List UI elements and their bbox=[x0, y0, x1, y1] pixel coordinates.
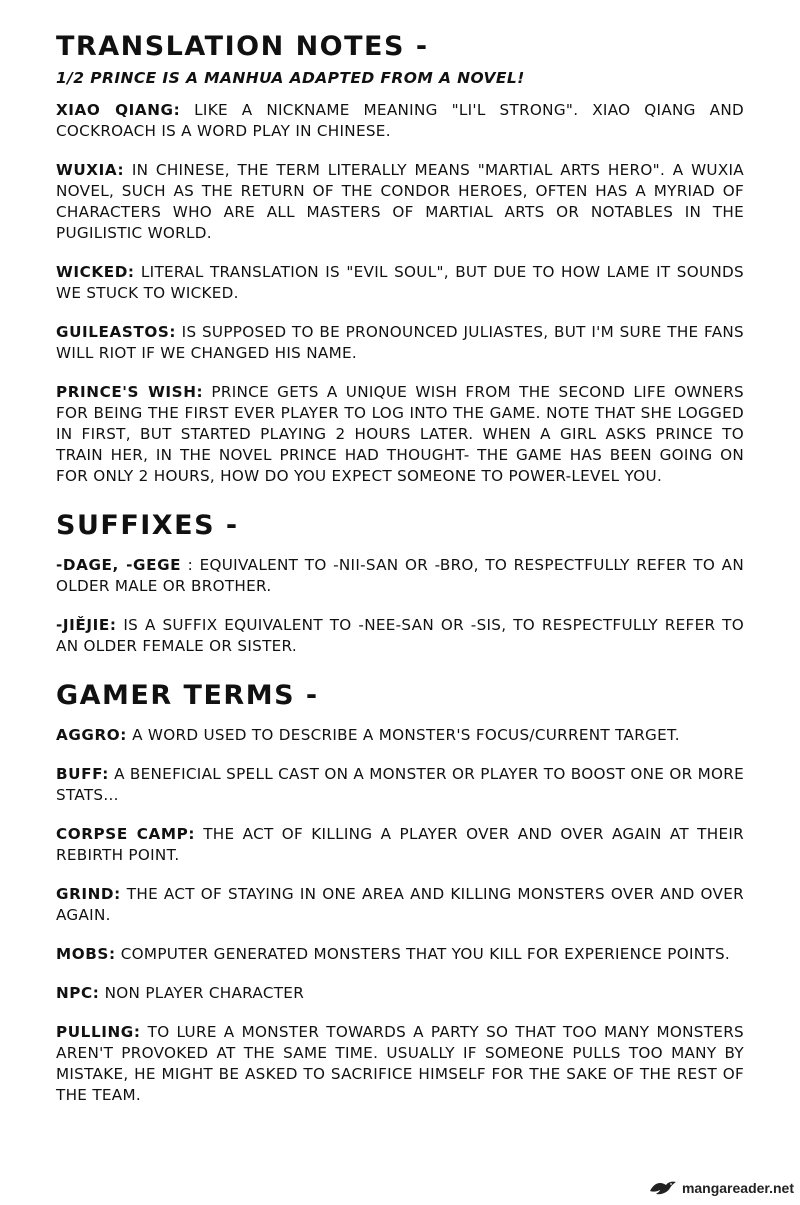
note-entry bbox=[56, 382, 744, 487]
gamer-term: BUFF: bbox=[56, 765, 109, 783]
gamer-term-definition: A WORD USED TO DESCRIBE A MONSTER'S FOCUS/CURRENT TARGET. bbox=[132, 726, 680, 744]
note-entry bbox=[56, 262, 744, 304]
suffix-term: -JIĚJIE: bbox=[56, 616, 117, 634]
suffixes-heading: SUFFIXES - bbox=[56, 510, 239, 541]
note-entry bbox=[56, 100, 744, 142]
gamer-term-entry bbox=[56, 1022, 744, 1106]
gamer-term-definition: THE ACT OF STAYING IN ONE AREA AND KILLING MONSTERS OVER AND OVER AGAIN. bbox=[56, 885, 744, 924]
note-term: GUILEASTOS: bbox=[56, 323, 177, 341]
note-term: WUXIA: bbox=[56, 161, 125, 179]
note-term: PRINCE'S WISH: bbox=[56, 383, 204, 401]
page-subtitle: 1/2 PRINCE IS A MANHUA ADAPTED FROM A NOVEL! bbox=[56, 69, 525, 87]
gamer-terms-heading: GAMER TERMS - bbox=[56, 680, 319, 711]
note-definition: LIKE A NICKNAME MEANING "LI'L STRONG". XIAO QIANG AND COCKROACH IS A WORD PLAY IN CHINESE. bbox=[56, 101, 744, 140]
gamer-term: PULLING: bbox=[56, 1023, 141, 1041]
gamer-term-entry bbox=[56, 764, 744, 806]
gamer-term-definition: A BENEFICIAL SPELL CAST ON A MONSTER OR PLAYER TO BOOST ONE OR MORE STATS... bbox=[56, 765, 744, 804]
gamer-term-definition: NON PLAYER CHARACTER bbox=[104, 984, 305, 1002]
gamer-term-definition: TO LURE A MONSTER TOWARDS A PARTY SO THAT TOO MANY MONSTERS AREN'T PROVOKED AT THE SAME TIME. USUALLY IF SOMEONE PULLS TOO MANY BY MISTAKE, HE MIGHT BE ASKED TO SACRIFICE HIMSELF FOR THE SAKE OF THE REST OF THE TEAM. bbox=[56, 1023, 744, 1104]
suffix-term: -DAGE, -GEGE bbox=[56, 556, 182, 574]
suffix-entry bbox=[56, 555, 744, 597]
note-term: WICKED: bbox=[56, 263, 135, 281]
translation-notes-list bbox=[56, 100, 744, 487]
suffix-definition: IS A SUFFIX EQUIVALENT TO -NEE-SAN OR -SIS, TO RESPECTFULLY REFER TO AN OLDER FEMALE OR SISTER. bbox=[56, 616, 744, 655]
watermark-link[interactable] bbox=[648, 1179, 794, 1197]
suffixes-list bbox=[56, 555, 744, 657]
note-definition: IS SUPPOSED TO BE PRONOUNCED JULIASTES, BUT I'M SURE THE FANS WILL RIOT IF WE CHANGED HIS NAME. bbox=[56, 323, 744, 362]
suffix-definition: : EQUIVALENT TO -NII-SAN OR -BRO, TO RESPECTFULLY REFER TO AN OLDER MALE OR BROTHER. bbox=[56, 556, 744, 595]
gamer-term: CORPSE CAMP: bbox=[56, 825, 195, 843]
gamer-term-definition: COMPUTER GENERATED MONSTERS THAT YOU KILL FOR EXPERIENCE POINTS. bbox=[120, 945, 731, 963]
note-entry bbox=[56, 322, 744, 364]
gamer-term-entry bbox=[56, 725, 744, 746]
gamer-term: NPC: bbox=[56, 984, 100, 1002]
gamer-terms-list bbox=[56, 725, 744, 1106]
note-definition: PRINCE GETS A UNIQUE WISH FROM THE SECOND LIFE OWNERS FOR BEING THE FIRST EVER PLAYER TO LOG INTO THE GAME. NOTE THAT SHE LOGGED IN FIRST, BUT STARTED PLAYING 2 HOURS LATER. WHEN A GIRL ASKS PRINCE TO TRAIN HER, IN THE NOVEL PRINCE HAD THOUGHT- THE GAME HAS BEEN GOING ON FOR ONLY 2 HOURS, HOW DO YOU EXPECT SOMEONE TO POWER-LEVEL YOU. bbox=[56, 383, 744, 485]
gamer-term-definition: THE ACT OF KILLING A PLAYER OVER AND OVER AGAIN AT THEIR REBIRTH POINT. bbox=[56, 825, 744, 864]
suffix-entry bbox=[56, 615, 744, 657]
gamer-term-entry bbox=[56, 824, 744, 866]
gamer-term-entry bbox=[56, 944, 744, 965]
gamer-term: MOBS: bbox=[56, 945, 116, 963]
note-definition: LITERAL TRANSLATION IS "EVIL SOUL", BUT DUE TO HOW LAME IT SOUNDS WE STUCK TO WICKED. bbox=[56, 263, 744, 302]
bird-logo-icon bbox=[648, 1179, 678, 1197]
page-title: TRANSLATION NOTES - bbox=[56, 31, 429, 62]
gamer-term: AGGRO: bbox=[56, 726, 127, 744]
note-entry bbox=[56, 160, 744, 244]
note-definition: IN CHINESE, THE TERM LITERALLY MEANS "MARTIAL ARTS HERO". A WUXIA NOVEL, SUCH AS THE RETURN OF THE CONDOR HEROES, OFTEN HAS A MYRIAD OF CHARACTERS WHO ARE ALL MASTERS OF MARTIAL ARTS OR NOTABLES IN THE PUGILISTIC WORLD. bbox=[56, 161, 744, 242]
gamer-term-entry bbox=[56, 983, 744, 1004]
watermark-text: mangareader.net bbox=[681, 1180, 794, 1196]
note-term: XIAO QIANG: bbox=[56, 101, 181, 119]
gamer-term: GRIND: bbox=[56, 885, 121, 903]
gamer-term-entry bbox=[56, 884, 744, 926]
